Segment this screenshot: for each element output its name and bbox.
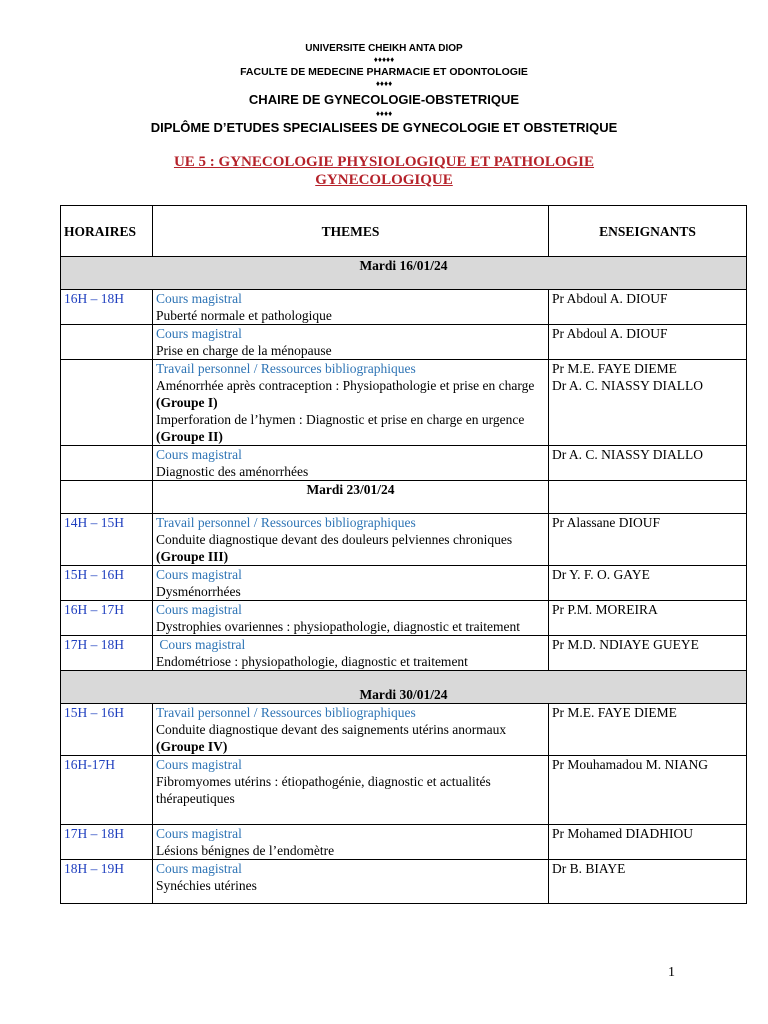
session-type: Travail personnel / Ressources bibliographiques: [156, 361, 416, 376]
table-row: [61, 601, 747, 636]
theme-text: Aménorrhée après contraception : Physiopathologie et prise en charge: [156, 378, 535, 393]
session-type: Cours magistral: [156, 326, 242, 341]
group-label: (Groupe IV): [156, 739, 228, 754]
group-label: (Groupe II): [156, 429, 223, 444]
group-label: (Groupe III): [156, 549, 229, 564]
session-teacher: Dr Y. F. O. GAYE: [549, 566, 747, 601]
session-time: [61, 360, 153, 446]
session-teacher: Pr M.D. NDIAYE GUEYE: [549, 636, 747, 671]
session-theme: [156, 531, 545, 565]
table-row: [61, 325, 747, 360]
session-type: Travail personnel / Ressources bibliographiques: [156, 705, 416, 720]
session-time: 15H – 16H: [61, 704, 153, 756]
session-teacher: Pr Mohamed DIADHIOU: [549, 825, 747, 860]
session-time: 16H-17H: [61, 756, 153, 825]
theme-text: Conduite diagnostique devant des saignements utérins anormaux: [156, 722, 507, 737]
session-theme: [156, 377, 545, 411]
theme-text: Conduite diagnostique devant des douleurs pelviennes chroniques: [156, 532, 513, 547]
table-header-row: [61, 206, 747, 257]
day-row: [61, 481, 747, 514]
session-type: Travail personnel / Ressources bibliographiques: [156, 515, 416, 530]
theme-text: Imperforation de l’hymen : Diagnostic et prise en charge en urgence: [156, 412, 525, 427]
session-teacher: Pr Abdoul A. DIOUF: [549, 290, 747, 325]
table-row: [61, 825, 747, 860]
day-row: [61, 257, 747, 290]
day-empty-cell: [61, 481, 153, 514]
session-theme: Prise en charge de la ménopause: [156, 343, 332, 358]
university-name: UNIVERSITE CHEIKH ANTA DIOP: [305, 43, 463, 54]
session-theme: Lésions bénignes de l’endomètre: [156, 843, 335, 858]
session-theme: [156, 721, 545, 755]
session-theme: Endométriose : physiopathologie, diagnostic et traitement: [156, 654, 468, 669]
session-theme: Fibromyomes utérins : étiopathogénie, diagnostic et actualités thérapeutiques: [156, 774, 491, 806]
session-theme-cell: [153, 704, 549, 756]
session-teacher-cell: [549, 360, 747, 446]
session-type: Cours magistral: [156, 567, 242, 582]
session-type: Cours magistral: [156, 861, 242, 876]
session-theme: Puberté normale et pathologique: [156, 308, 332, 323]
session-time: 17H – 18H: [61, 825, 153, 860]
table-row: [61, 756, 747, 825]
session-type: Cours magistral: [156, 602, 242, 617]
table-row: [61, 514, 747, 566]
session-type: Cours magistral: [156, 447, 242, 462]
column-header-enseignants: ENSEIGNANTS: [549, 206, 747, 257]
session-time: [61, 325, 153, 360]
table-row: [61, 704, 747, 756]
separator-dots: ♦♦♦♦: [375, 79, 393, 88]
session-theme-cell: [153, 756, 549, 825]
session-type: Cours magistral: [156, 291, 242, 306]
separator-dots: ♦♦♦♦♦: [373, 55, 395, 64]
session-theme-cell: [153, 860, 549, 904]
session-time: 17H – 18H: [61, 636, 153, 671]
column-header-themes: THEMES: [153, 206, 549, 257]
table-row: [61, 860, 747, 904]
session-teacher: Pr Alassane DIOUF: [549, 514, 747, 566]
chair-name: CHAIRE DE GYNECOLOGIE-OBSTETRIQUE: [248, 92, 520, 107]
session-theme-cell: [153, 825, 549, 860]
session-type: Cours magistral: [156, 826, 242, 841]
day-row: [61, 671, 747, 704]
session-type: Cours magistral: [156, 757, 242, 772]
session-theme-cell: [153, 360, 549, 446]
session-teacher: Pr P.M. MOREIRA: [549, 601, 747, 636]
session-teacher: Dr A. C. NIASSY DIALLO: [552, 378, 703, 393]
column-header-horaires: HORAIRES: [61, 206, 153, 257]
table-row: [61, 446, 747, 481]
ue-title: [0, 153, 768, 189]
session-theme-cell: [153, 636, 549, 671]
session-theme: [156, 411, 545, 445]
ue-title-line1: UE 5 : GYNECOLOGIE PHYSIOLOGIQUE ET PATHOLOGIE: [173, 154, 595, 170]
session-teacher: Dr A. C. NIASSY DIALLO: [549, 446, 747, 481]
schedule-table: [60, 205, 747, 904]
session-teacher: Dr B. BIAYE: [549, 860, 747, 904]
session-teacher: Pr Abdoul A. DIOUF: [549, 325, 747, 360]
day-empty-cell: [549, 481, 747, 514]
session-theme: Dysménorrhées: [156, 584, 241, 599]
session-type: Cours magistral: [156, 637, 246, 652]
session-time: [61, 446, 153, 481]
faculty-name: FACULTE DE MEDECINE PHARMACIE ET ODONTOLOGIE: [240, 66, 528, 78]
day-label: Mardi 23/01/24: [153, 481, 549, 514]
day-label: Mardi 16/01/24: [61, 257, 747, 290]
session-theme-cell: [153, 566, 549, 601]
session-teacher: Pr M.E. FAYE DIEME: [549, 704, 747, 756]
session-theme-cell: [153, 290, 549, 325]
session-theme-cell: [153, 514, 549, 566]
session-teacher: Pr Mouhamadou M. NIANG: [549, 756, 747, 825]
group-label: (Groupe I): [156, 395, 218, 410]
page-number: 1: [668, 965, 675, 980]
table-row: [61, 566, 747, 601]
session-time: 16H – 18H: [61, 290, 153, 325]
session-theme: Dystrophies ovariennes : physiopathologie, diagnostic et traitement: [156, 619, 521, 634]
session-time: 14H – 15H: [61, 514, 153, 566]
session-time: 15H – 16H: [61, 566, 153, 601]
session-theme: Diagnostic des aménorrhées: [156, 464, 309, 479]
session-teacher: Pr M.E. FAYE DIEME: [552, 361, 677, 376]
session-time: 18H – 19H: [61, 860, 153, 904]
diploma-title: DIPLÔME D’ETUDES SPECIALISEES DE GYNECOLOGIE ET OBSTETRIQUE: [150, 120, 618, 135]
separator-dots: ♦♦♦♦: [375, 109, 393, 118]
day-label: Mardi 30/01/24: [61, 671, 747, 704]
session-theme-cell: [153, 446, 549, 481]
session-theme-cell: [153, 325, 549, 360]
ue-title-line2: GYNECOLOGIQUE: [315, 172, 453, 188]
table-row: [61, 290, 747, 325]
table-row: [61, 636, 747, 671]
session-theme: Synéchies utérines: [156, 878, 257, 893]
table-row: [61, 360, 747, 446]
session-time: 16H – 17H: [61, 601, 153, 636]
session-theme-cell: [153, 601, 549, 636]
